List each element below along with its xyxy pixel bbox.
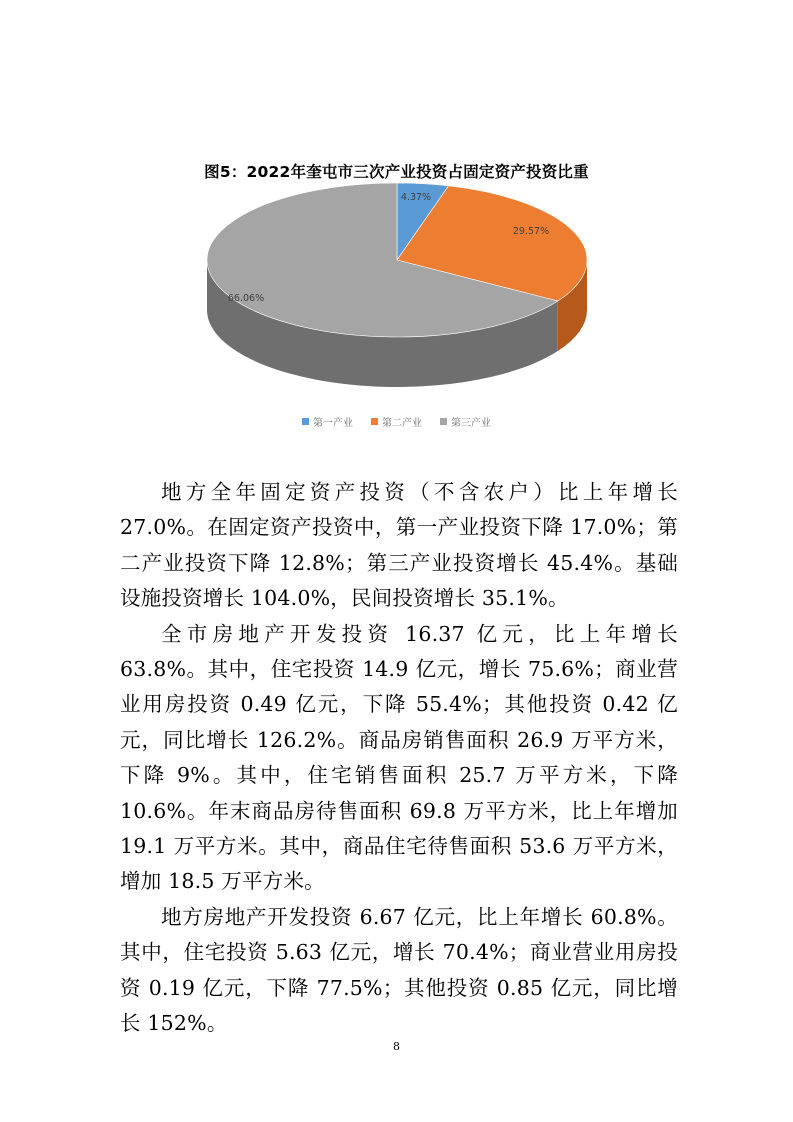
legend-item-tertiary xyxy=(440,414,491,429)
pie-data-label-0: 4.37% xyxy=(400,192,432,203)
body-text xyxy=(120,475,678,1042)
legend-label-secondary: 第二产业 xyxy=(382,418,422,429)
legend-swatch-secondary xyxy=(371,418,378,425)
paragraph-fixed-asset-investment: 地方全年固定资产投资（不含农户）比上年增长 27.0%。在固定资产投资中，第一产业投资下降 17.0%；第二产业投资下降 12.8%；第三产业投资增长 45.4%。基础设施投资增长 104.0%，民间投资增长 35.1%。 xyxy=(120,480,678,611)
pie-chart xyxy=(0,180,793,440)
legend-swatch-tertiary xyxy=(440,418,447,425)
page-number: 8 xyxy=(393,1040,400,1053)
pie-data-label-2: 66.06% xyxy=(227,293,265,304)
chart-title: 图5：2022年奎屯市三次产业投资占固定资产投资比重 xyxy=(204,163,589,181)
pie-top xyxy=(207,183,587,337)
legend-label-tertiary: 第三产业 xyxy=(451,418,491,429)
pie-data-label-1: 29.57% xyxy=(512,226,550,237)
chart-legend xyxy=(0,414,793,429)
legend-item-secondary xyxy=(371,414,422,429)
legend-item-primary xyxy=(302,414,353,429)
paragraph-city-real-estate: 全市房地产开发投资 16.37 亿元，比上年增长 63.8%。其中，住宅投资 14.9 亿元，增长 75.6%；商业营业用房投资 0.49 亿元，下降 55.4%；其他投资 0.42 亿元，同比增长 126.2%。商品房销售面积 26.9 万平方米，下降 9%。其中，住宅销售面积 25.7 万平方米，下降 10.6%。年末商品房待售面积 69.8 万平方米，比上年增加 19.1 万平方米。其中，商品住宅待售面积 53.6 万平方米，增加 18.5 万平方米。 xyxy=(120,621,678,894)
legend-label-primary: 第一产业 xyxy=(313,418,353,429)
paragraph-local-real-estate: 地方房地产开发投资 6.67 亿元，比上年增长 60.8%。其中，住宅投资 5.63 亿元，增长 70.4%；商业营业用房投资 0.19 亿元，下降 77.5%；其他投资 0.85 亿元，同比增长 152%。 xyxy=(120,904,678,1036)
legend-swatch-primary xyxy=(302,418,309,425)
